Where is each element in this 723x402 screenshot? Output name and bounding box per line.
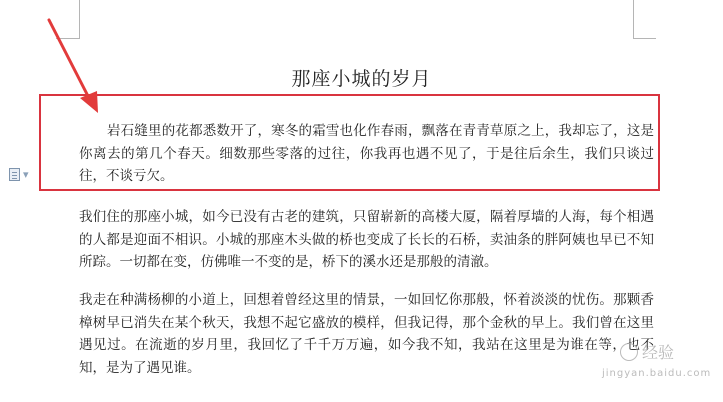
highlight-box <box>39 94 660 191</box>
dropdown-arrow-icon: ▾ <box>23 167 29 181</box>
watermark-url: jingyan.baidu.com <box>602 368 712 379</box>
paragraph-3[interactable]: 我走在种满杨柳的小道上，回想着曾经这里的情景，一如回忆你那般，怀着淡淡的忧伤。那颗香樟树早已消失在某个秋天，我想不起它盛放的模样，但我记得，那个金秋的早上。我们曾在这里遇见过。在流逝的岁月里，我回忆了千千万万遍，如今我不知，我站在这里是为谁在等，也不知，是为了遇见谁。 <box>79 292 654 376</box>
paragraph-2[interactable]: 我们住的那座小城，如今已没有古老的建筑，只留崭新的高楼大厦，隔着厚墙的人海，每个相遇的人都是迎面不相识。小城的那座木头做的桥也变成了长长的石桥，卖油条的胖阿姨也早已不知所踪。一切都在变，仿佛唯一不变的是，桥下的溪水还是那般的清澈。 <box>79 209 654 270</box>
baidu-paw-icon <box>620 343 638 361</box>
watermark <box>598 338 718 388</box>
crop-mark-top-left <box>56 0 80 39</box>
paragraph-1[interactable]: 岩石缝里的花都悉数开了，寒冬的霜雪也化作春雨，飘落在青青草原之上，我却忘了，这是你离去的第几个春天。细数那些零落的过往，你我再也遇不见了，于是往后余生，我们只谈过往，不谈亏欠。 <box>79 123 654 184</box>
watermark-brand: 经验 <box>642 343 675 362</box>
paste-options-icon[interactable] <box>9 165 43 183</box>
document-icon <box>9 168 20 181</box>
crop-mark-top-right <box>633 0 656 39</box>
document-title[interactable]: 那座小城的岁月 <box>291 68 432 90</box>
